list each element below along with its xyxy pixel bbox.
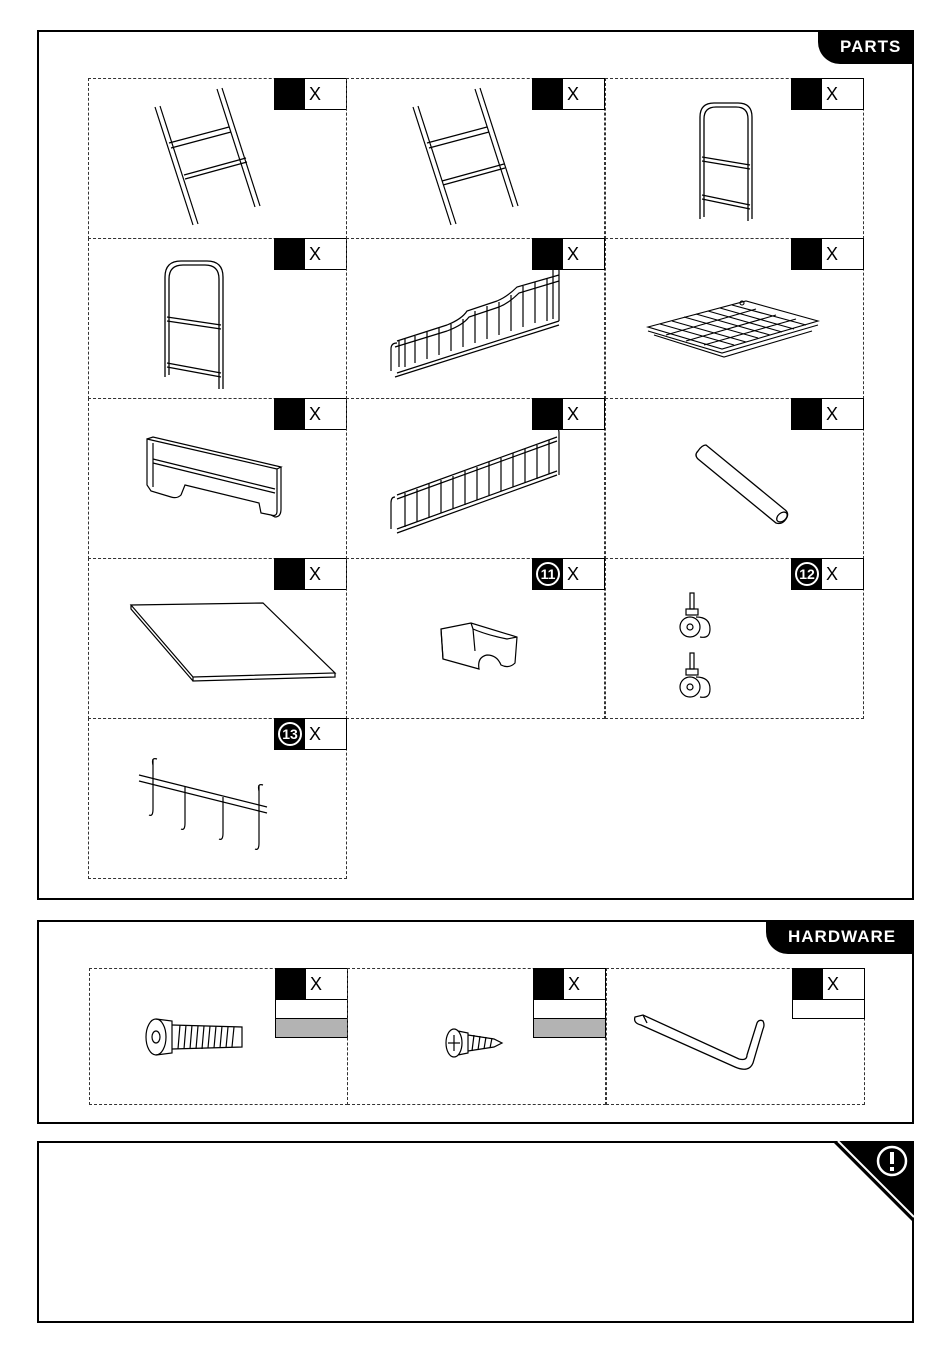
caster-wheel-icon xyxy=(606,559,865,720)
qty-mark: X xyxy=(567,83,580,104)
arched-frame-icon xyxy=(89,239,348,400)
part-cell-9 xyxy=(605,398,864,559)
arched-frame-icon xyxy=(606,79,865,240)
ladder-side-frame-icon xyxy=(89,79,348,240)
parts-section xyxy=(37,30,914,900)
hardware-tab-label: HARDWARE xyxy=(788,927,897,946)
part-cell-11 xyxy=(346,558,605,719)
qty-mark: X xyxy=(826,83,839,104)
ladder-side-frame-icon xyxy=(347,79,606,240)
hardware-tab xyxy=(766,920,914,954)
part-cell-13 xyxy=(88,718,347,879)
part-cell-1 xyxy=(88,78,347,239)
hardware-cell-a xyxy=(89,968,348,1105)
qty-mark: X xyxy=(826,403,839,424)
allen-key-icon xyxy=(607,969,866,1106)
board-panel-icon xyxy=(89,559,348,720)
part-cell-2 xyxy=(346,78,605,239)
qty-mark: X xyxy=(310,973,323,994)
hardware-cell-b xyxy=(347,968,606,1105)
qty-mark: X xyxy=(567,563,580,584)
qty-mark: X xyxy=(309,403,322,424)
qty-mark: X xyxy=(567,403,580,424)
hardware-section xyxy=(37,920,914,1124)
wire-rail-straight-icon xyxy=(347,399,606,560)
badge-number: 11 xyxy=(536,562,560,586)
part-cell-12 xyxy=(605,558,864,719)
qty-mark: X xyxy=(309,723,322,744)
parts-tab-label: PARTS xyxy=(840,37,902,56)
badge-number: 12 xyxy=(795,562,819,586)
hook-bar-icon xyxy=(89,719,348,880)
qty-mark: X xyxy=(568,973,581,994)
qty-mark: X xyxy=(309,83,322,104)
part-cell-3 xyxy=(605,78,864,239)
shelf-bracket-icon xyxy=(89,399,348,560)
wire-shelf-icon xyxy=(606,239,865,400)
qty-mark: X xyxy=(309,563,322,584)
wire-rail-curved-icon xyxy=(347,239,606,400)
warning-exclamation-icon xyxy=(832,1141,914,1223)
part-cell-4 xyxy=(88,238,347,399)
tube-icon xyxy=(606,399,865,560)
clip-icon xyxy=(347,559,606,720)
hardware-cell-c xyxy=(606,968,865,1105)
part-cell-8 xyxy=(346,398,605,559)
qty-mark: X xyxy=(826,243,839,264)
part-cell-10 xyxy=(88,558,347,719)
qty-mark: X xyxy=(309,243,322,264)
notes-section xyxy=(37,1141,914,1323)
hex-bolt-icon xyxy=(90,969,349,1106)
part-cell-5 xyxy=(346,238,605,399)
part-cell-6 xyxy=(605,238,864,399)
parts-tab xyxy=(818,30,914,64)
qty-mark: X xyxy=(827,973,840,994)
screw-icon xyxy=(348,969,607,1106)
badge-number: 13 xyxy=(278,722,302,746)
part-cell-7 xyxy=(88,398,347,559)
qty-mark: X xyxy=(567,243,580,264)
qty-mark: X xyxy=(826,563,839,584)
